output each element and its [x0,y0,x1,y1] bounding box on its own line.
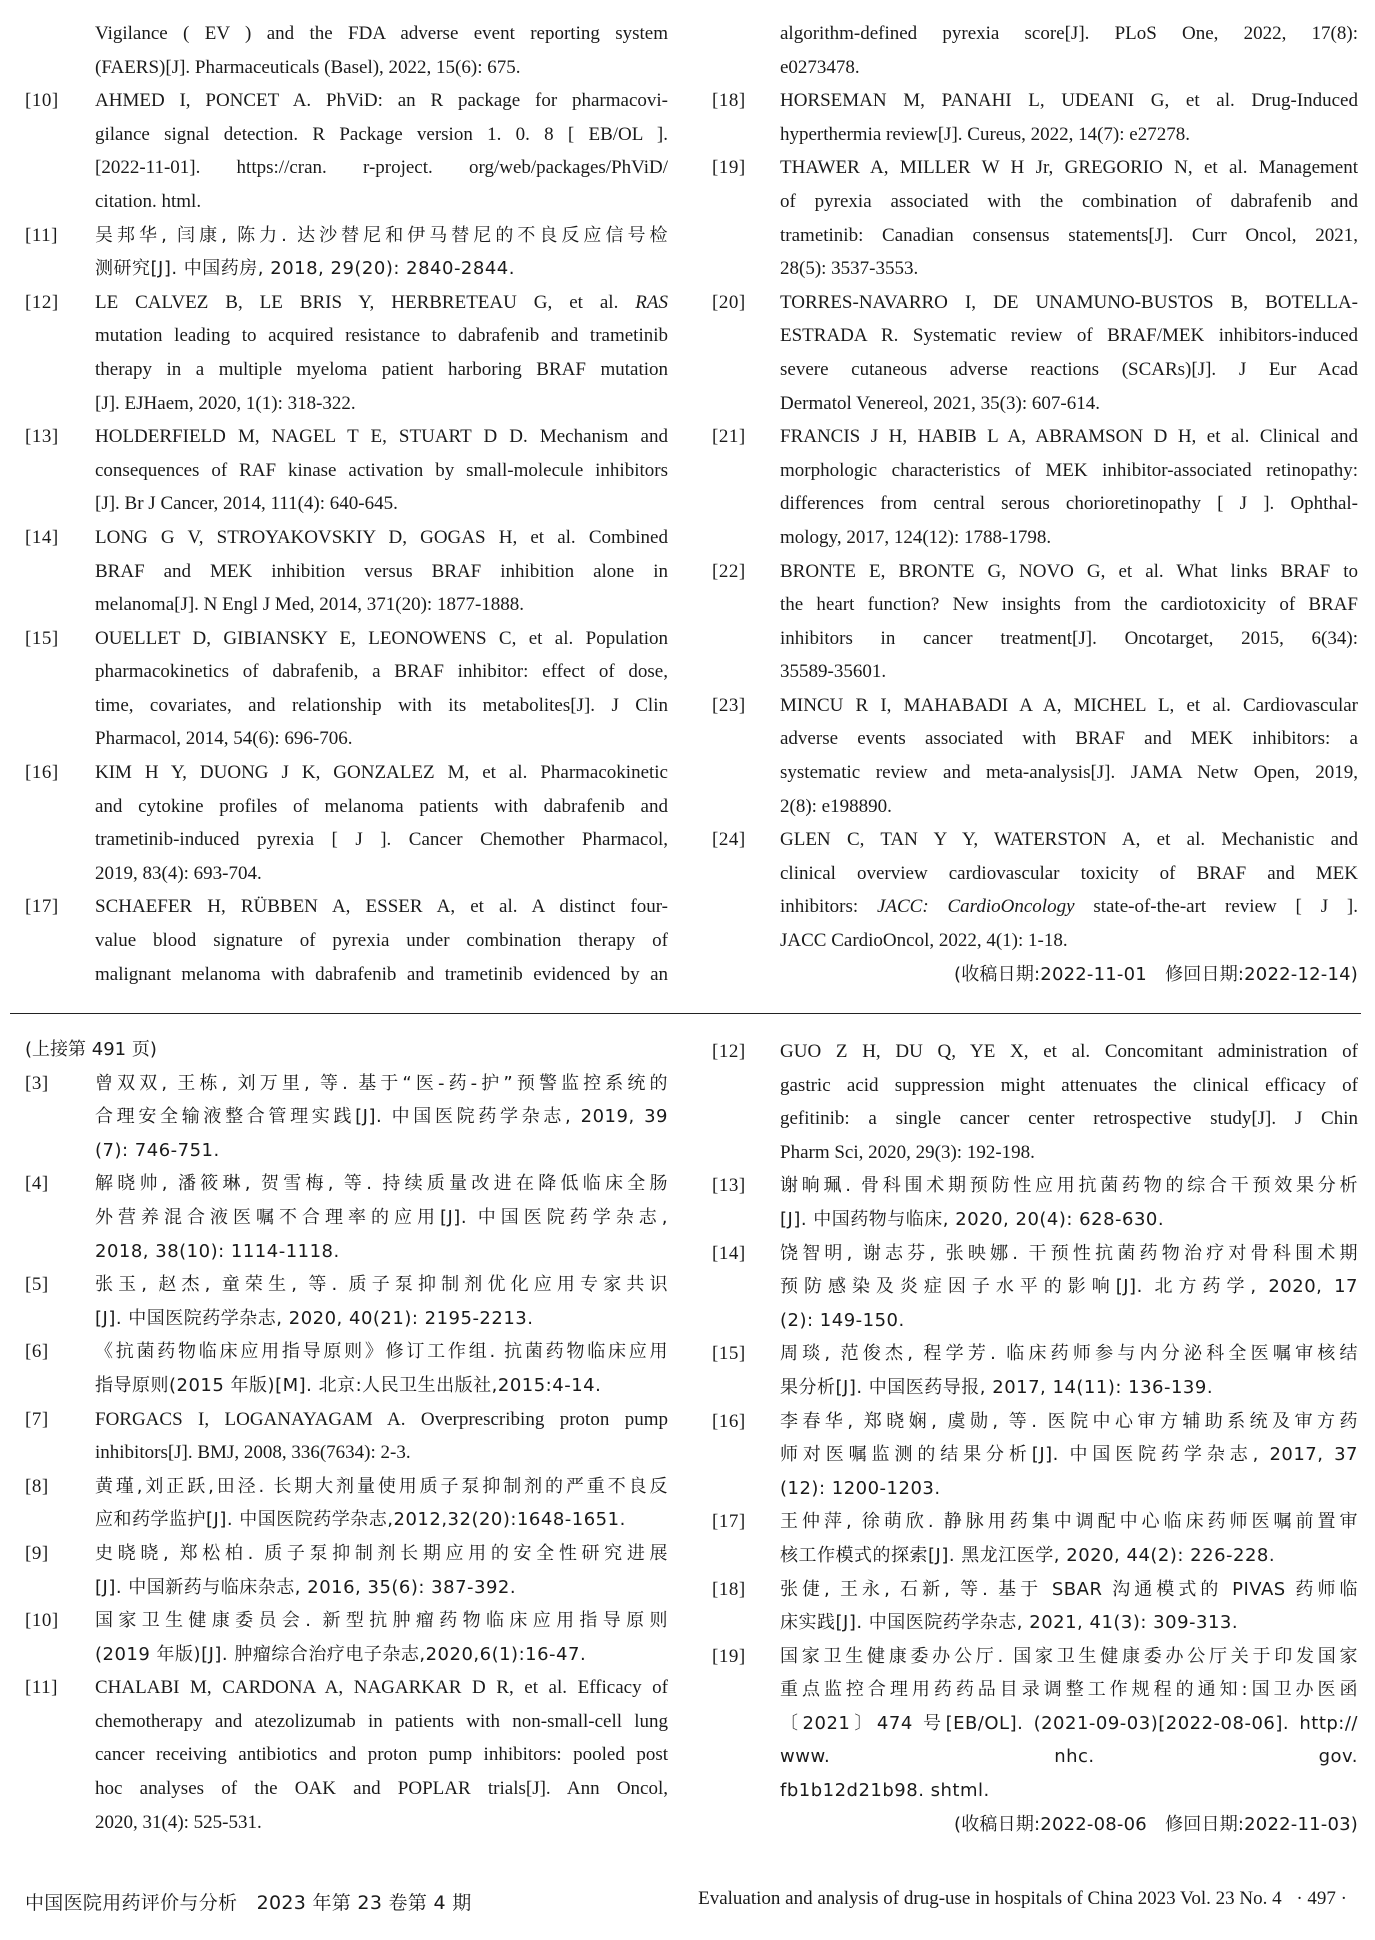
reference-number: [23] [712,694,746,716]
reference-line: value blood signature of pyrexia under combination therapy of [95,930,668,952]
reference-item [25,1604,668,1671]
reference-text [780,84,1358,151]
reference-line: BRONTE E, BRONTE G, NOVO G, et al. What links BRAF to [780,560,1358,582]
reference-text [95,622,668,756]
reference-line: (2019 年版)[J]. 肿瘤综合治疗电子杂志,2020,6(1):16-47. [95,1643,587,1665]
reference-line: citation. html. [95,190,202,212]
reference-line: (FAERS)[J]. Pharmaceuticals (Basel), 2022, 15(6): 675. [95,56,521,78]
reference-line: therapy in a multiple myeloma patient harboring BRAF mutation [95,358,668,380]
reference-line: 35589-35601. [780,661,887,683]
reference-line: 核工作模式的探索[J]. 黑龙江医学, 2020, 44(2): 226-228. [780,1544,1276,1566]
reference-text [780,1237,1358,1338]
reference-line: 〔2021〕474 号[EB/OL]. (2021-09-03)[2022-08-06]. http:// [780,1712,1358,1734]
reference-list [25,1067,668,1840]
reference-line: 指导原则(2015 年版)[M]. 北京:人民卫生出版社,2015:4-14. [95,1374,602,1396]
reference-line: chemotherapy and atezolizumab in patients with non-small-cell lung [95,1710,668,1732]
reference-line: OUELLET D, GIBIANSKY E, LEONOWENS C, et al. Population [95,627,668,649]
reference-line: differences from central serous chorioretinopathy [ J ]. Ophthal- [780,493,1358,515]
reference-line: 预防感染及炎症因子水平的影响[J]. 北方药学, 2020, 17 [780,1276,1358,1298]
reference-number: [18] [712,90,746,112]
reference-number: [17] [25,896,59,918]
reference-line: [J]. 中国新药与临床杂志, 2016, 35(6): 387-392. [95,1576,517,1598]
reference-number: [10] [25,1610,59,1632]
reference-number: [5] [25,1274,49,1296]
reference-line: 张倢, 王永, 石新, 等. 基于 SBAR 沟通模式的 PIVAS 药师临 [780,1578,1358,1600]
reference-line: Pharmacol, 2014, 54(6): 696-706. [95,728,353,750]
reference-line: pharmacokinetics of dabrafenib, a BRAF inhibitor: effect of dose, [95,661,668,683]
reference-number: [17] [712,1511,746,1533]
continued-from-note: (上接第 491 页) [25,1039,157,1060]
reference-number: [11] [25,1677,58,1699]
reference-line: FRANCIS J H, HABIB L A, ABRAMSON D H, et al. Clinical and [780,426,1358,448]
reference-line: LONG G V, STROYAKOVSKIY D, GOGAS H, et al. Combined [95,526,668,548]
reference-line: time, covariates, and relationship with its metabolites[J]. J Clin [95,694,668,716]
reference-item [25,1335,668,1402]
reference-number: [8] [25,1475,49,1497]
reference-line: [J]. 中国医院药学杂志, 2020, 40(21): 2195-2213. [95,1307,534,1329]
reference-item [712,1169,1358,1236]
reference-text [95,521,668,622]
reference-number: [22] [712,560,746,582]
reference-item [25,219,668,286]
reference-text [95,1671,668,1839]
footer-journal-en-text: Evaluation and analysis of drug-use in hospitals of China 2023 Vol. 23 No. 4 [698,1888,1282,1909]
received-date-note: (收稿日期:2022-11-01 修回日期:2022-12-14) [954,963,1358,985]
article-separator-rule [10,1013,1361,1014]
reference-text [95,286,668,420]
reference-line: 果分析[J]. 中国医药导报, 2017, 14(11): 136-139. [780,1376,1214,1398]
reference-line: SCHAEFER H, RÜBBEN A, ESSER A, et al. A distinct four- [95,896,668,918]
reference-number: [19] [712,1645,746,1667]
reference-text [95,1604,668,1671]
reference-line: LE CALVEZ B, LE BRIS Y, HERBRETEAU G, et al. RAS [95,291,668,313]
reference-line: 合理安全输液整合管理实践[J]. 中国医院药学杂志, 2019, 39 [95,1106,668,1128]
top-left-column [25,17,668,991]
reference-line: (2): 149-150. [780,1309,905,1331]
reference-item [712,286,1358,420]
reference-line: (12): 1200-1203. [780,1477,941,1499]
reference-line: GUO Z H, DU Q, YE X, et al. Concomitant administration of [780,1041,1358,1062]
reference-line: hoc analyses of the OAK and POPLAR trials[J]. Ann Oncol, [95,1778,668,1800]
reference-line: 国家卫生健康委员会. 新型抗肿瘤药物临床应用指导原则 [95,1610,668,1632]
reference-line: and cytokine profiles of melanoma patients with dabrafenib and [95,795,668,817]
reference-item [712,151,1358,285]
reference-line: trametinib: Canadian consensus statements[J]. Curr Oncol, 2021, [780,224,1358,246]
reference-line: [2022-11-01]. https://cran. r-project. org/web/packages/PhViD/ [95,157,668,179]
reference-item [712,420,1358,554]
reference-line: 李春华, 郑晓娴, 虞勋, 等. 医院中心审方辅助系统及审方药 [780,1410,1358,1432]
reference-text [95,84,668,218]
reference-text [95,219,668,286]
reference-item [25,84,668,218]
reference-text [780,1405,1358,1506]
reference-line: www. nhc. gov. [780,1746,1358,1768]
reference-number: [13] [712,1175,746,1197]
reference-item [712,1640,1358,1808]
reference-line: (7): 746-751. [95,1139,220,1161]
received-date-note: (收稿日期:2022-08-06 修回日期:2022-11-03) [954,1813,1358,1835]
reference-text [780,286,1358,420]
reference-line: fb1b12d21b98. shtml. [780,1780,990,1802]
reference-line: cancer receiving antibiotics and proton pump inhibitors: pooled post [95,1744,668,1766]
reference-line: 解晓帅, 潘筱琳, 贺雪梅, 等. 持续质量改进在降低临床全肠 [95,1173,668,1195]
reference-number: [16] [712,1410,746,1432]
reference-item [25,1167,668,1268]
reference-line: 师对医嘱监测的结果分析[J]. 中国医院药学杂志, 2017, 37 [780,1444,1358,1466]
reference-item [25,1537,668,1604]
reference-text [95,1470,668,1537]
reference-line: 史晓晓, 郑松柏. 质子泵抑制剂长期应用的安全性研究进展 [95,1542,668,1564]
reference-line: GLEN C, TAN Y Y, WATERSTON A, et al. Mechanistic and [780,829,1358,851]
reference-line: Vigilance ( EV ) and the FDA adverse event reporting system [95,23,668,44]
reference-item [712,555,1358,689]
reference-number: [12] [712,1041,746,1062]
reference-number: [19] [712,157,746,179]
reference-line: severe cutaneous adverse reactions (SCARs)[J]. J Eur Acad [780,358,1358,380]
reference-line: JACC CardioOncol, 2022, 4(1): 1-18. [780,930,1068,952]
reference-number: [11] [25,224,58,246]
reference-text [780,823,1358,957]
reference-line: FORGACS I, LOGANAYAGAM A. Overprescribing proton pump [95,1408,668,1430]
reference-line: the heart function? New insights from the cardiotoxicity of BRAF [780,594,1358,616]
reference-item [25,1268,668,1335]
reference-line: HORSEMAN M, PANAHI L, UDEANI G, et al. Drug-Induced [780,90,1358,112]
reference-text [780,689,1358,823]
footer-journal-cn: 中国医院用药评价与分析 2023 年第 23 卷第 4 期 [25,1892,472,1914]
reference-number: [13] [25,426,59,448]
reference-list [712,84,1358,957]
reference-line: morphologic characteristics of MEK inhibitor-associated retinopathy: [780,459,1358,481]
reference-text [780,1505,1358,1572]
reference-number: [24] [712,829,746,851]
reference-text [95,1268,668,1335]
footer-journal-en [698,1888,1347,1910]
italic-term: RAS [635,291,668,313]
reference-line: CHALABI M, CARDONA A, NAGARKAR D R, et al. Efficacy of [95,1677,668,1699]
reference-line: AHMED I, PONCET A. PhViD: an R package for pharmacovi- [95,90,668,112]
reference-text [780,1035,1358,1169]
reference-line: 2020, 31(4): 525-531. [95,1811,262,1833]
reference-text [95,1335,668,1402]
reference-item [25,890,668,991]
reference-line: inhibitors[J]. BMJ, 2008, 336(7634): 2-3. [95,1442,411,1464]
reference-number: [3] [25,1072,49,1094]
reference-item [25,1470,668,1537]
reference-number: [15] [712,1343,746,1365]
reference-text [780,151,1358,285]
reference-number: [21] [712,426,746,448]
reference-continuation [95,17,668,84]
reference-text [780,420,1358,554]
bottom-right-column [712,1035,1358,1841]
reference-line: 国家卫生健康委办公厅. 国家卫生健康委办公厅关于印发国家 [780,1645,1358,1667]
reference-list [25,84,668,991]
page-number: · 497 · [1296,1888,1347,1909]
reference-item [25,756,668,890]
reference-number: [12] [25,291,59,313]
reference-line: 测研究[J]. 中国药房, 2018, 29(20): 2840-2844. [95,258,515,280]
reference-number: [7] [25,1408,49,1430]
reference-line: TORRES-NAVARRO I, DE UNAMUNO-BUSTOS B, BOTELLA- [780,291,1358,313]
reference-item [712,823,1358,957]
reference-item [712,1405,1358,1506]
reference-text [95,1403,668,1470]
reference-line: gefitinib: a single cancer center retrospective study[J]. J Chin [780,1108,1358,1130]
reference-line: hyperthermia review[J]. Cureus, 2022, 14(7): e27278. [780,123,1190,145]
reference-line: 2(8): e198890. [780,795,892,817]
reference-item [712,1035,1358,1169]
reference-item [25,622,668,756]
reference-item [25,420,668,521]
reference-line: algorithm-defined pyrexia score[J]. PLoS One, 2022, 17(8): [780,23,1358,44]
reference-text [95,1067,668,1168]
reference-line: THAWER A, MILLER W H Jr, GREGORIO N, et al. Management [780,157,1358,179]
reference-line: 王仲萍, 徐萌欣. 静脉用药集中调配中心临床药师医嘱前置审 [780,1511,1358,1533]
reference-text [780,555,1358,689]
reference-number: [4] [25,1173,49,1195]
reference-line: mology, 2017, 124(12): 1788-1798. [780,526,1052,548]
reference-text [95,1167,668,1268]
reference-number: [16] [25,762,59,784]
reference-line: melanoma[J]. N Engl J Med, 2014, 371(20): 1877-1888. [95,594,525,616]
reference-item [25,286,668,420]
reference-text [780,1640,1358,1808]
reference-item [712,1573,1358,1640]
reference-line: 床实践[J]. 中国医院药学杂志, 2021, 41(3): 309-313. [780,1612,1239,1634]
reference-item [25,1067,668,1168]
reference-line: [J]. EJHaem, 2020, 1(1): 318-322. [95,392,356,414]
reference-item [25,1403,668,1470]
reference-line: adverse events associated with BRAF and MEK inhibitors: a [780,728,1358,750]
reference-line: inhibitors in cancer treatment[J]. Oncotarget, 2015, 6(34): [780,627,1358,649]
reference-line: 2018, 38(10): 1114-1118. [95,1240,340,1262]
reference-line: Dermatol Venereol, 2021, 35(3): 607-614. [780,392,1100,414]
reference-item [712,689,1358,823]
reference-line: e0273478. [780,56,860,78]
reference-line: of pyrexia associated with the combination of dabrafenib and [780,190,1358,212]
reference-item [712,84,1358,151]
reference-text [780,1573,1358,1640]
reference-number: [14] [25,526,59,548]
reference-line: malignant melanoma with dabrafenib and trametinib evidenced by an [95,963,668,985]
reference-line: 2019, 83(4): 693-704. [95,862,262,884]
reference-text [95,756,668,890]
reference-line: inhibitors: JACC: CardioOncology state-of-the-art review [ J ]. [780,896,1358,918]
reference-line: Pharm Sci, 2020, 29(3): 192-198. [780,1141,1035,1163]
reference-line: consequences of RAF kinase activation by small-molecule inhibitors [95,459,668,481]
reference-number: [10] [25,90,59,112]
reference-text [95,420,668,521]
reference-line: 黄瑾,刘正跃,田泾. 长期大剂量使用质子泵抑制剂的严重不良反 [95,1475,668,1497]
reference-number: [6] [25,1341,49,1363]
reference-text [95,1537,668,1604]
reference-line: systematic review and meta-analysis[J]. JAMA Netw Open, 2019, [780,762,1358,784]
reference-text [95,890,668,991]
reference-line: HOLDERFIELD M, NAGEL T E, STUART D D. Mechanism and [95,426,668,448]
reference-line: gilance signal detection. R Package version 1. 0. 8 [ EB/OL ]. [95,123,668,145]
reference-number: [18] [712,1578,746,1600]
reference-line: ESTRADA R. Systematic review of BRAF/MEK inhibitors-induced [780,325,1358,347]
reference-text [780,1169,1358,1236]
reference-item [712,1505,1358,1572]
reference-line: 吴邦华, 闫康, 陈力. 达沙替尼和伊马替尼的不良反应信号检 [95,224,668,246]
reference-line: 谢晌珮. 骨科围术期预防性应用抗菌药物的综合干预效果分析 [780,1175,1358,1197]
reference-line: 周琰, 范俊杰, 程学芳. 临床药师参与内分泌科全医嘱审核结 [780,1343,1358,1365]
reference-line: 外营养混合液医嘱不合理率的应用[J]. 中国医院药学杂志, [95,1206,668,1228]
reference-number: [20] [712,291,746,313]
reference-line: BRAF and MEK inhibition versus BRAF inhibition alone in [95,560,668,582]
reference-line: 饶智明, 谢志芬, 张映娜. 干预性抗菌药物治疗对骨科围术期 [780,1242,1358,1264]
reference-line: [J]. 中国药物与临床, 2020, 20(4): 628-630. [780,1208,1165,1230]
reference-line: MINCU R I, MAHABADI A A, MICHEL L, et al. Cardiovascular [780,694,1358,716]
reference-item [712,1337,1358,1404]
bottom-left-column [25,1033,668,1839]
reference-line: 应和药学监护[J]. 中国医院药学杂志,2012,32(20):1648-1651. [95,1509,626,1531]
reference-item [25,1671,668,1839]
reference-number: [9] [25,1542,49,1564]
reference-item [712,1237,1358,1338]
reference-continuation [780,17,1358,84]
reference-line: 28(5): 3537-3553. [780,258,919,280]
top-right-column [712,17,1358,991]
reference-item [25,521,668,622]
reference-line: 张玉, 赵杰, 童荣生, 等. 质子泵抑制剂优化应用专家共识 [95,1274,668,1296]
reference-number: [14] [712,1242,746,1264]
reference-line: KIM H Y, DUONG J K, GONZALEZ M, et al. Pharmacokinetic [95,762,668,784]
reference-line: clinical overview cardiovascular toxicity of BRAF and MEK [780,862,1358,884]
reference-line: 重点监控合理用药药品目录调整工作规程的通知:国卫办医函 [780,1679,1358,1701]
reference-line: [J]. Br J Cancer, 2014, 111(4): 640-645. [95,493,398,515]
reference-line: mutation leading to acquired resistance to dabrafenib and trametinib [95,325,668,347]
reference-text [780,1337,1358,1404]
reference-line: 曾双双, 王栋, 刘万里, 等. 基于“医-药-护”预警监控系统的 [95,1072,668,1094]
italic-term: JACC: CardioOncology [876,896,1075,918]
reference-list [712,1035,1358,1808]
reference-line: 《抗菌药物临床应用指导原则》修订工作组. 抗菌药物临床应用 [95,1341,668,1363]
reference-number: [15] [25,627,59,649]
reference-line: gastric acid suppression might attenuates the clinical efficacy of [780,1074,1358,1096]
reference-line: trametinib-induced pyrexia [ J ]. Cancer Chemother Pharmacol, [95,829,668,851]
